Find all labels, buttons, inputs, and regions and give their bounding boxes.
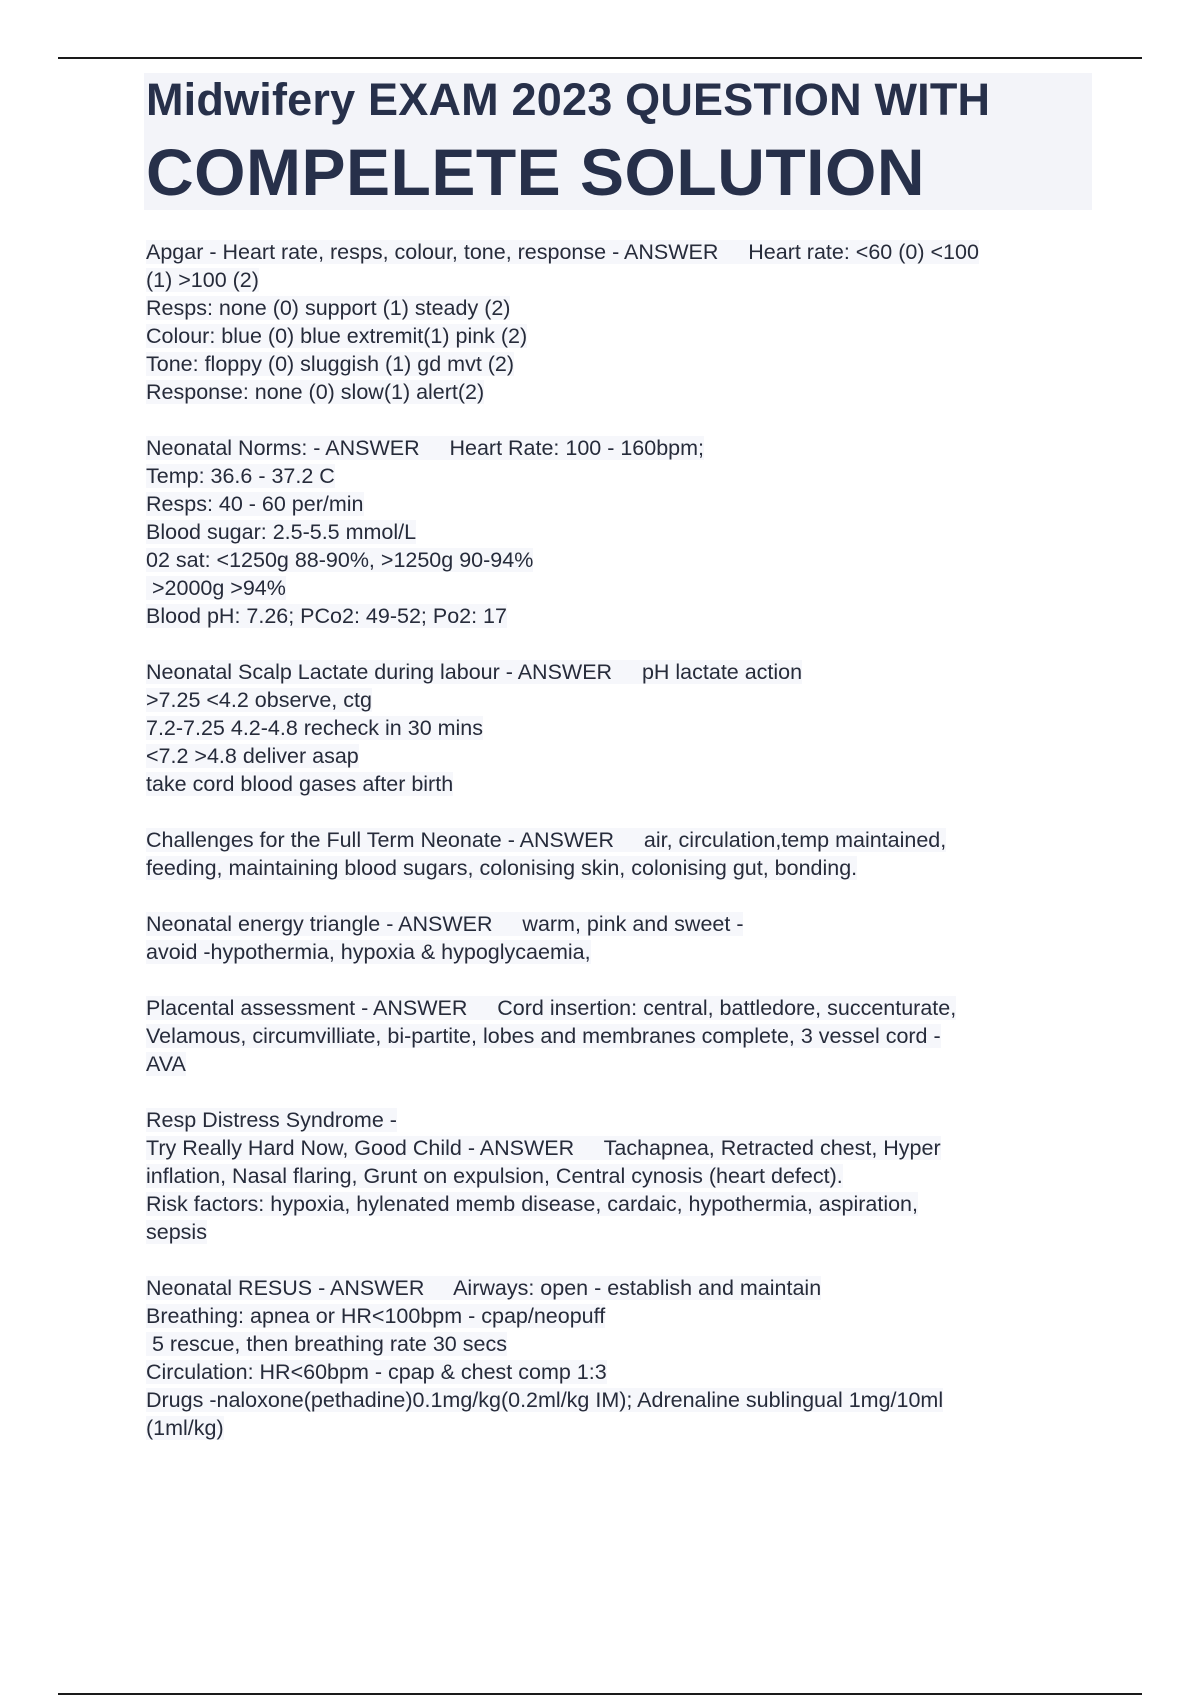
qa-resp-distress — [146, 1106, 1106, 1246]
qa-full-term-challenges — [146, 826, 1106, 882]
qa-line: Neonatal Scalp Lactate during labour - ANSWER pH lactate action — [146, 660, 803, 684]
top-rule — [58, 57, 1142, 59]
qa-line: Breathing: apnea or HR<100bpm - cpap/neopuff — [146, 1304, 606, 1328]
document-subtitle: COMPELETE SOLUTION — [146, 135, 926, 209]
qa-line: Circulation: HR<60bpm - cpap & chest comp 1:3 — [146, 1360, 607, 1384]
qa-line: sepsis — [146, 1220, 207, 1244]
bottom-rule — [58, 1693, 1142, 1695]
qa-line: Resps: none (0) support (1) steady (2) — [146, 296, 511, 320]
qa-line: >7.25 <4.2 observe, ctg — [146, 688, 372, 712]
qa-line: Blood sugar: 2.5-5.5 mmol/L — [146, 520, 417, 544]
qa-line: Velamous, circumvilliate, bi-partite, lobes and membranes complete, 3 vessel cord - — [146, 1024, 941, 1048]
qa-line: Response: none (0) slow(1) alert(2) — [146, 380, 485, 404]
qa-line: 02 sat: <1250g 88-90%, >1250g 90-94% — [146, 548, 534, 572]
qa-line: 7.2-7.25 4.2-4.8 recheck in 30 mins — [146, 716, 484, 740]
qa-line: Apgar - Heart rate, resps, colour, tone, response - ANSWER Heart rate: <60 (0) <100 — [146, 240, 979, 264]
qa-line: Neonatal energy triangle - ANSWER warm, pink and sweet - — [146, 912, 744, 936]
document-title: Midwifery EXAM 2023 QUESTION WITH — [146, 74, 991, 125]
qa-line: (1) >100 (2) — [146, 268, 259, 292]
qa-line: (1ml/kg) — [146, 1416, 224, 1440]
qa-line: inflation, Nasal flaring, Grunt on expulsion, Central cynosis (heart defect). — [146, 1164, 843, 1188]
qa-line: avoid -hypothermia, hypoxia & hypoglycaemia, — [146, 940, 591, 964]
qa-list — [146, 238, 1106, 1470]
qa-line: Temp: 36.6 - 37.2 C — [146, 464, 335, 488]
qa-line: AVA — [146, 1052, 186, 1076]
qa-line: Drugs -naloxone(pethadine)0.1mg/kg(0.2ml/kg IM); Adrenaline sublingual 1mg/10ml — [146, 1388, 944, 1412]
qa-line: Placental assessment - ANSWER Cord insertion: central, battledore, succenturate, — [146, 996, 957, 1020]
qa-apgar — [146, 238, 1106, 406]
qa-line: Risk factors: hypoxia, hylenated memb disease, cardaic, hypothermia, aspiration, — [146, 1192, 918, 1216]
qa-line: Challenges for the Full Term Neonate - ANSWER air, circulation,temp maintained, — [146, 828, 947, 852]
qa-placental-assessment — [146, 994, 1106, 1078]
qa-line: Neonatal Norms: - ANSWER Heart Rate: 100 - 160bpm; — [146, 436, 705, 460]
qa-line: take cord blood gases after birth — [146, 772, 454, 796]
qa-line: Try Really Hard Now, Good Child - ANSWER Tachapnea, Retracted chest, Hyper — [146, 1136, 941, 1160]
qa-line: Resp Distress Syndrome - — [146, 1108, 397, 1132]
qa-line: Colour: blue (0) blue extremit(1) pink (2) — [146, 324, 528, 348]
qa-line: feeding, maintaining blood sugars, colonising skin, colonising gut, bonding. — [146, 856, 858, 880]
qa-line: 5 rescue, then breathing rate 30 secs — [146, 1332, 507, 1356]
qa-neonatal-norms — [146, 434, 1106, 630]
qa-neonatal-resus — [146, 1274, 1106, 1442]
qa-line: Tone: floppy (0) sluggish (1) gd mvt (2) — [146, 352, 515, 376]
qa-line: <7.2 >4.8 deliver asap — [146, 744, 359, 768]
qa-line: >2000g >94% — [146, 576, 286, 600]
qa-scalp-lactate — [146, 658, 1106, 798]
qa-line: Resps: 40 - 60 per/min — [146, 492, 364, 516]
qa-energy-triangle — [146, 910, 1106, 966]
qa-line: Neonatal RESUS - ANSWER Airways: open - establish and maintain — [146, 1276, 822, 1300]
qa-line: Blood pH: 7.26; PCo2: 49-52; Po2: 17 — [146, 604, 507, 628]
